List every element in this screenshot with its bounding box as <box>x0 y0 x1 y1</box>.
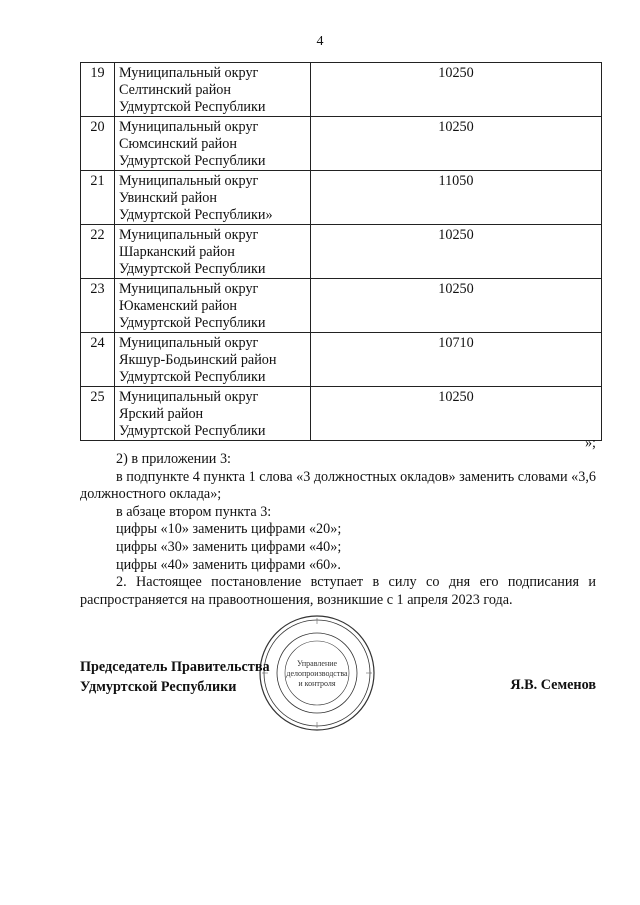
official-seal-icon <box>258 614 376 732</box>
row-number: 20 <box>81 117 115 171</box>
signer-name: Я.В. Семенов <box>510 677 596 693</box>
paragraph: в подпункте 4 пункта 1 слова «3 должностных окладов» заменить словами «3,6 должностного оклада»; <box>80 468 596 503</box>
amount-value: 11050 <box>311 171 602 225</box>
amount-value: 10250 <box>311 387 602 441</box>
district-name-line: Муниципальный округ <box>119 281 259 297</box>
district-name <box>115 171 311 225</box>
district-name-line: Удмуртской Республики <box>119 153 266 169</box>
paragraph: цифры «40» заменить цифрами «60». <box>116 556 341 573</box>
district-name <box>115 117 311 171</box>
position-line: Удмуртской Республики <box>80 679 237 695</box>
signature-position <box>80 657 270 697</box>
row-number: 19 <box>81 63 115 117</box>
district-name <box>115 279 311 333</box>
page-number: 4 <box>316 34 324 49</box>
district-name-line: Муниципальный округ <box>119 335 259 351</box>
amount-value: 10250 <box>311 279 602 333</box>
district-name-line: Удмуртской Республики <box>119 261 266 277</box>
row-number: 25 <box>81 387 115 441</box>
row-number: 22 <box>81 225 115 279</box>
amount-value: 10250 <box>311 225 602 279</box>
row-number: 21 <box>81 171 115 225</box>
district-name-line: Муниципальный округ <box>119 173 259 189</box>
paragraph: цифры «30» заменить цифрами «40»; <box>116 538 342 555</box>
position-line: Председатель Правительства <box>80 659 270 675</box>
district-name-line: Муниципальный округ <box>119 389 259 405</box>
paragraph: цифры «10» заменить цифрами «20»; <box>116 521 342 538</box>
district-name-line: Юкаменский район <box>119 298 238 314</box>
district-name-line: Удмуртской Республики <box>119 369 266 385</box>
paragraph: 2) в приложении 3: <box>116 451 231 467</box>
paragraph: в абзаце втором пункта 3: <box>116 503 272 520</box>
district-name-line: Селтинский район <box>119 82 231 98</box>
district-name <box>115 333 311 387</box>
district-name <box>115 63 311 117</box>
district-name-line: Увинский район <box>119 190 217 206</box>
row-number: 24 <box>81 333 115 387</box>
district-name-line: Шарканский район <box>119 244 235 260</box>
district-name-line: Удмуртской Республики» <box>119 207 273 223</box>
district-name <box>115 225 311 279</box>
table-row <box>81 171 602 225</box>
table-row <box>81 225 602 279</box>
amendment-text <box>80 451 596 609</box>
district-name-line: Удмуртской Республики <box>119 423 266 439</box>
district-name-line: Ярский район <box>119 406 204 422</box>
table-row <box>81 387 602 441</box>
amount-value: 10710 <box>311 333 602 387</box>
table-row <box>81 333 602 387</box>
seal-text-line: и контроля <box>298 679 336 688</box>
table-row <box>81 117 602 171</box>
row-number: 23 <box>81 279 115 333</box>
table-row <box>81 63 602 117</box>
district-name-line: Якшур-Бодьинский район <box>119 352 277 368</box>
district-name-line: Муниципальный округ <box>119 65 259 81</box>
district-name <box>115 387 311 441</box>
seal-text-line: Управление <box>296 659 338 668</box>
district-name-line: Муниципальный округ <box>119 227 259 243</box>
closing-quote: »; <box>584 435 596 451</box>
district-name-line: Сюмсинский район <box>119 136 237 152</box>
amount-value: 10250 <box>311 117 602 171</box>
districts-table <box>80 62 602 441</box>
paragraph: 2. Настоящее постановление вступает в силу со дня его подписания и распространяется на правоотношения, возникшие с 1 апреля 2023 года. <box>80 574 596 608</box>
seal-text-line: делопроизводства <box>286 669 348 678</box>
district-name-line: Удмуртской Республики <box>119 99 266 115</box>
district-name-line: Удмуртской Республики <box>119 315 266 331</box>
district-name-line: Муниципальный округ <box>119 119 259 135</box>
table-row <box>81 279 602 333</box>
amount-value: 10250 <box>311 63 602 117</box>
